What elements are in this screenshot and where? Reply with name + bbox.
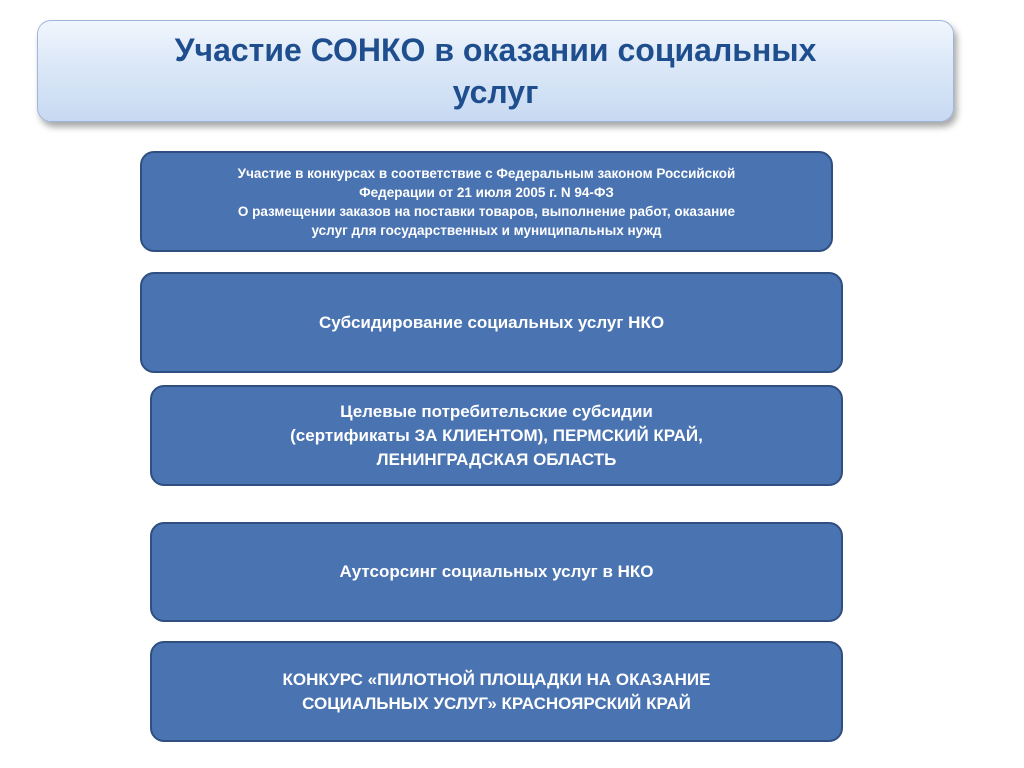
box-text-line: услуг для государственных и муниципальных нужд <box>311 222 662 238</box>
title-banner <box>37 20 954 122</box>
box-text-line: Субсидирование социальных услуг НКО <box>318 312 665 332</box>
box-text-line: КОНКУРС «ПИЛОТНОЙ ПЛОЩАДКИ НА ОКАЗАНИЕ <box>282 669 711 689</box>
box-procurement-contests <box>140 151 833 252</box>
title-line-2: услуг <box>452 74 539 110</box>
title-line-1: Участие СОНКО в оказании социальных <box>174 32 817 68</box>
box-text-line: Федерации от 21 июля 2005 г. N 94-ФЗ <box>359 184 614 200</box>
box-consumer-subsidies <box>150 385 843 486</box>
box-text-line: Участие в конкурсах в соответствие с Федеральным законом Российской <box>237 165 736 181</box>
box-subsidizing <box>140 272 843 373</box>
box-text-line: О размещении заказов на поставки товаров, выполнение работ, оказание <box>237 203 736 219</box>
box-pilot-contest <box>150 641 843 742</box>
box-text-line: ЛЕНИНГРАДСКАЯ ОБЛАСТЬ <box>376 449 617 469</box>
box-text-line: Целевые потребительские субсидии <box>340 401 653 421</box>
box-outsourcing <box>150 522 843 622</box>
box-text-line: СОЦИАЛЬНЫХ УСЛУГ» КРАСНОЯРСКИЙ КРАЙ <box>302 693 691 713</box>
box-text-line: Аутсорсинг социальных услуг в НКО <box>339 562 654 581</box>
box-text-line: (сертификаты ЗА КЛИЕНТОМ), ПЕРМСКИЙ КРАЙ, <box>290 425 703 445</box>
page-title <box>86 29 906 113</box>
